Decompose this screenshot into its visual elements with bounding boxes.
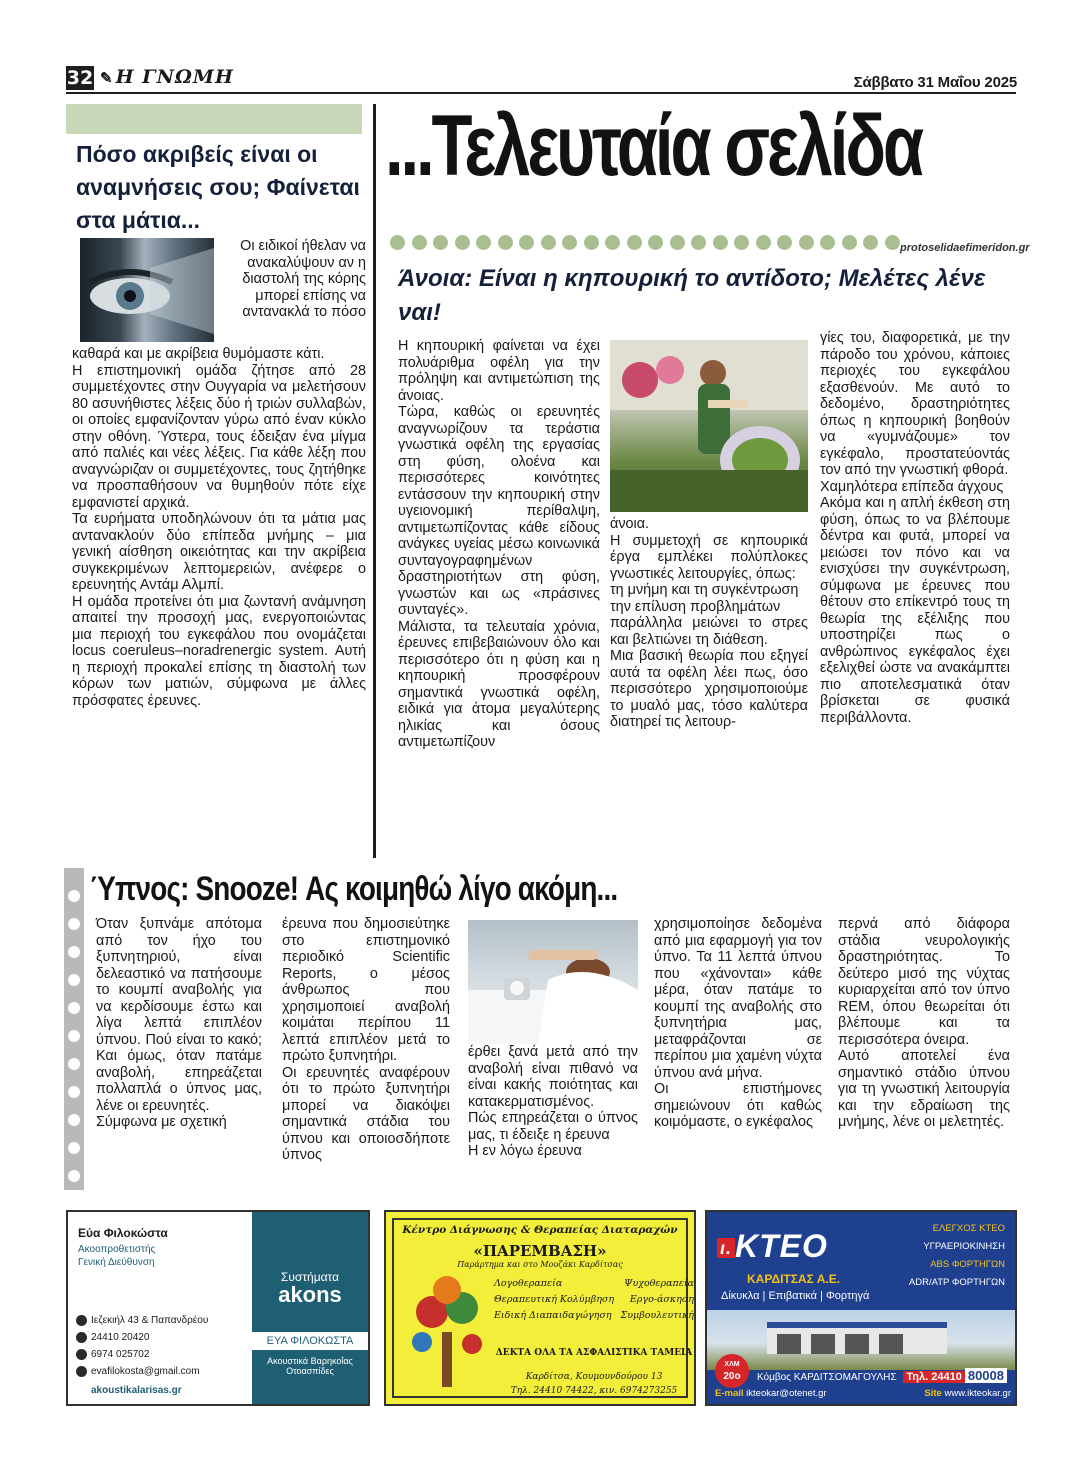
article3-col5: περνά από διάφορα στάδια νευρολογικής δραστηριότητας. Το δεύτερο μισό της νύχτας κυριαρχείται από τον ύπνο REM, όπου θεωρείται ότι βλέπουμε και τα περισσότερα όνειρα. Αυτό αποτελεί ένα σημαντικό στάδιο ύπνου για τη γνωστική λειτουργία και την εδραίωση της μνήμης, λένε οι μελετητές.: [838, 916, 1010, 1130]
ad1-web[interactable]: akoustikalarisas.gr: [91, 1385, 182, 1396]
ad2-address: Καρδίτσα, Κουμουνδούρου 13: [525, 1372, 663, 1382]
ad1-name: Εύα Φιλοκώστα: [78, 1226, 168, 1240]
ring-icon: [68, 1170, 80, 1182]
ad1-brand-sub1: Ακουστικά Βαρηκοΐας: [267, 1356, 353, 1366]
article2-col1: Η κηπουρική φαίνεται να έχει πολυάριθμα οφέλη για την πρόληψη και αντιμετώπιση της άνοιας. Τώρα, καθώς οι ερευνητές αναγνωρίζουν τα τεράστια γνωστικά οφέλη της εργασίας στη φύση, ολοένα και περισσότερες κοινότητες εντάσσουν την κηπουρική στην υγειονομική περίθαλψη, αντιμετωπίζοντας κάθε είδους ανάγκες υγείας μέσω κοινωνικά συνταγογραφημένων δραστηριοτήτων στη φύση, γνωστών και ως «πράσινες συνταγές». Μάλιστα, τα τελευταία χρόνια, έρευνες επιβεβαιώνουν όλο και περισσότερο ότι η φύση και η κηπουρική προσφέρουν σημαντικά γνωστικά οφέλη, ειδικά για άτομα μεγαλύτερης ηλικίας και όσους αντιμετωπίζουν: [398, 338, 600, 750]
ad3-r4: ADR/ATP ΦΟΡΤΗΓΩΝ: [908, 1277, 1005, 1288]
ad1-role1: Ακοοπροθετιστής: [78, 1244, 156, 1255]
ad3-km-badge: [715, 1354, 749, 1388]
ad2-s2: Ψυχοθεραπεία: [624, 1278, 694, 1289]
ad2-name: «ΠΑΡΕΜΒΑΣΗ»: [473, 1242, 607, 1260]
ad1-address: Ιεζεκιήλ 43 & Παπανδρέου: [91, 1315, 209, 1326]
article2-col2: άνοια. Η συμμετοχή σε κηπουρικά έργα εμπλέκει πολύπλοκες γνωστικές λειτουργίες, όπως: τη μνήμη και τη συγκέντρωση την επίλυση προβλημάτων παράλληλα μειώνει το στρες και βελτιώνει τη διάθεση. Μια βασική θεωρία που εξηγεί αυτά τα οφέλη λέει πως, όσο περισσότερο χρησιμοποιούμε το μυαλό μας, τόσο καλύτερα διατηρεί τις λειτουρ-: [610, 516, 808, 730]
sleeping-person-photo: [468, 920, 638, 1044]
article1-title: Πόσο ακριβείς είναι οι αναμνήσεις σου; Φαίνεται στα μάτια...: [76, 141, 360, 233]
location-icon: [76, 1315, 87, 1326]
ring-icon: [68, 1114, 80, 1126]
ad1-phone2[interactable]: 6974 025702: [91, 1349, 150, 1360]
article2-col3: γίες του, διαφορετικά, με την πάροδο του χρόνου, κάποιες περιοχές του εγκεφάλου εξασθενούν. Με αυτό το δεδομένο, δραστηριότητες όπως η κηπουρική βοηθούν να «γυμνάζουμε» τον εγκέφαλο, προστατεύοντάς τον από την γνωστική φθορά. Χαμηλότερα επίπεδα άγχους Ακόμα και η απλή έκθεση στη φύση, όπως το να βλέπουμε δέντρα και φυτά, μπορεί να μειώσει τον πόνο και να ενισχύσει την συγκέντρωση, σύμφωνα με έρευνες που θέτουν στο επίκεντρό τους τη θεωρία της εξέλιξης που υποστηρίζει πως ο ανθρώπινος εγκέφαλος έχει εξελιχθεί ώστε να ανακάμπτει πιο αποτελεσματικά όταν βρίσκεται σε φυσικά περιβάλλοντα.: [820, 330, 1010, 726]
ad1-phone1[interactable]: 24410 20420: [91, 1332, 150, 1343]
ring-icon: [68, 1002, 80, 1014]
source-site: protoselidaefimeridon.gr: [900, 242, 1030, 254]
kteo-building-photo: [707, 1310, 1015, 1370]
ad1-brand-name: ΕΥΑ ΦΙΛΟΚΩΣΤΑ: [252, 1332, 368, 1350]
ad2-s6: Συμβουλευτική: [620, 1310, 694, 1321]
ad2-branch: Παράρτημα και στο Μουζάκι Καρδίτσας: [457, 1260, 623, 1269]
ad3-tel-row: [903, 1368, 1007, 1383]
header-rule: [66, 92, 1016, 94]
column-divider: [373, 104, 376, 858]
ad2-line1: Κέντρο Διάγνωσης & Θεραπείας Διαταραχών: [402, 1224, 678, 1236]
ad3-email-label: E-mail: [715, 1388, 744, 1399]
ad2-funds: ΔΕΚΤΑ ΟΛΑ ΤΑ ΑΣΦΑΛΙΣΤΙΚΑ ΤΑΜΕΙΑ: [495, 1348, 693, 1358]
article3-col4: χρησιμοποίησε δεδομένα από μια εφαρμογή για τον ύπνο. Τα 11 λεπτά ύπνου που «χάνονται» κάθε μέρα, όταν πατάμε το κουμπί της αναβολής στο ξυπνητήρια μας, μεταφράζονται σε περίπου μια χαμένη νύχτα ύπνου ανά μήνα. Οι επιστήμονες σημειώνουν ότι καθώς κοιμόμαστε, ο εγκέφαλος: [654, 916, 822, 1130]
ad3-r2: ΥΓΡΑΕΡΙΟΚΙΝΗΣΗ: [923, 1241, 1005, 1252]
ad2-s1: Λογοθεραπεία: [494, 1278, 563, 1289]
ad1-address-row: [76, 1312, 208, 1329]
ad3-tel[interactable]: 80008: [965, 1368, 1007, 1383]
kteo-ad[interactable]: [705, 1210, 1017, 1406]
article1-body: καθαρά και με ακρίβεια θυμόμαστε κάτι. Η επιστημονική ομάδα ζήτησε από 28 συμμετέχοντες στην Ουγγαρία να μελετήσουν 80 ασυνήθιστες λέξεις δύο ή τριών συλλαβών, οι οποίες εμφανίζονταν γύρω από έναν κύκλο στην οθόνη. Ύστερα, τους έδειξαν ένα μίγμα από παλιές και νέες λέξεις. Για κάθε λέξη που αναγνώριζαν οι συμμετέχοντες, τους ζητήθηκε να προσπαθήσουν να θυμηθούν πότε είχε εμφανιστεί αρχικά. Τα ευρήματα υποδηλώνουν ότι τα μάτια μας αντανακλούν δύο επίπεδα μνήμης – μια γενική αίσθηση οικειότητας και την ακρίβεια συγκεκριμένων λεπτομερειών, ανέφερε ο ερευνητής Αντάμ Αλμπί. Η ομάδα προτείνει ότι μια ζωντανή ανάμνηση απαιτεί την προσοχή μας, ενεργοποιώντας μια περιοχή του εγκεφάλου που ονομάζεται locus coeruleus–noradrenergic system. Αυτή η περιοχή προκαλεί επίσης τη διαστολή των κόρων των ματιών, σύμφωνα με άλλες πρόσφατες έρευνες.: [72, 346, 366, 709]
ring-icon: [68, 1086, 80, 1098]
hearing-aid-ad[interactable]: [66, 1210, 370, 1406]
ad3-location: Κόμβος ΚΑΡΔΙΤΣΟΜΑΓΟΥΛΗΣ: [757, 1372, 897, 1383]
ad1-brand-panel: [252, 1212, 368, 1404]
article1-intro: Οι ειδικοί ήθελαν να ανακαλύψουν αν η διαστολή της κόρης μπορεί επίσης να αντανακλά το πόσο: [240, 238, 366, 320]
ad3-email[interactable]: ikteokar@otenet.gr: [746, 1388, 827, 1399]
ring-icon: [68, 890, 80, 902]
gardening-photo: [610, 340, 808, 512]
ring-icon: [68, 974, 80, 986]
page-number: 32: [66, 67, 94, 89]
article2-title: Άνοια: Είναι η κηπουρική το αντίδοτο; Μελέτες λένε ναι!: [398, 265, 986, 326]
ad3-city-suffix: Α.Ε.: [816, 1272, 841, 1286]
ring-icon: [68, 1058, 80, 1070]
ad1-brand-sub2: Οτοασπίδες: [286, 1366, 334, 1376]
ad2-s4: Εργο-άσκηση: [629, 1294, 694, 1305]
ad3-km-label: ΧΛΜ: [724, 1361, 740, 1368]
therapy-center-ad[interactable]: [384, 1210, 696, 1406]
ad2-s3: Θεραπευτική Κολύμβηση: [494, 1294, 615, 1305]
eye-photo: [80, 238, 214, 342]
email-icon: [76, 1366, 87, 1377]
ad3-city: ΚΑΡΔΙΤΣΑΣ: [747, 1272, 814, 1286]
ring-icon: [68, 1030, 80, 1042]
masthead-title: Η ΓΝΩΜΗ: [115, 66, 234, 88]
issue-date: Σάββατο 31 Μαΐου 2025: [853, 74, 1017, 91]
ad3-r1: ΕΛΕΓΧΟΣ ΚΤΕΟ: [932, 1223, 1005, 1234]
tree-logo-icon: [402, 1272, 492, 1392]
ad3-site-label: Site: [924, 1388, 942, 1399]
ad1-brand-top: Συστήματα: [280, 1270, 340, 1284]
ad1-phone1-row: [76, 1329, 208, 1346]
section-title: ...Τελευταία σελίδα: [385, 98, 922, 194]
ad1-phone2-row: [76, 1346, 208, 1363]
article3-col2: έρευνα που δημοσιεύτηκε στο επιστημονικό περιοδικό Scientific Reports, ο μέσος άνθρωπος που χρησιμοποιεί αναβολή κοιμάται περίπου 11 λεπτά επιπλέον μετά το πρώτο ξυπνητήρι. Οι ερευνητές αναφέρουν ότι το πρώτο ξυπνητήρι μπορεί να διακόψει σημαντικά στάδια του ύπνου και οποιοσδήποτε ύπνος: [282, 916, 450, 1163]
ad1-brand: akons: [278, 1282, 342, 1307]
ad1-email[interactable]: evafilokosta@gmail.com: [91, 1366, 200, 1377]
ad1-role2: Γενική Διεύθυνση: [78, 1257, 155, 1268]
ad3-city-row: [747, 1272, 840, 1286]
ad3-logo-text: ΚΤΕΟ: [735, 1228, 828, 1264]
ad3-km: 20ο: [723, 1371, 741, 1382]
masthead: [100, 66, 234, 88]
ad3-logo: [717, 1228, 828, 1265]
ad2-s5: Ειδική Διαπαιδαγώγηση: [494, 1310, 612, 1321]
article3-col1: Όταν ξυπνάμε απότομα από τον ήχο του ξυπνητηριού, είναι δελεαστικό να πατήσουμε το κουμπί αναβολής για να κερδίσουμε έστω και λίγα λεπτά επιπλέον ύπνου. Πού είναι το κακό; Και όμως, όταν πατάμε αναβολή, επηρεάζεται πολλαπλά ο ύπνος μας, λένε οι ερευνητές. Σύμφωνα με σχετική: [96, 916, 262, 1130]
quill-icon: ✎: [100, 69, 114, 87]
ring-icon: [68, 1142, 80, 1154]
section-accent-bar: [66, 104, 362, 134]
article3-col3: έρθει ξανά μετά από την αναβολή είναι πιθανό να είναι κακής ποιότητας και κατακερματισμένος. Πώς επηρεάζεται ο ύπνος μας, τι έδειξε η έρευνα Η εν λόγω έρευνα: [468, 1044, 638, 1159]
ad3-types: Δίκυκλα | Επιβατικά | Φορτηγά: [721, 1290, 870, 1302]
mobile-icon: [76, 1349, 87, 1360]
ad3-logo-prefix: ι.: [717, 1238, 735, 1258]
ad3-site[interactable]: www.ikteokar.gr: [944, 1388, 1011, 1399]
ring-icon: [68, 918, 80, 930]
ad3-contact-row: [715, 1388, 1011, 1399]
ad2-phones[interactable]: Τηλ. 24410 74422, κιν. 6974273255: [510, 1386, 678, 1396]
ad1-email-row: [76, 1363, 208, 1380]
phone-icon: [76, 1332, 87, 1343]
ad3-tel-label: Τηλ. 24410: [903, 1371, 964, 1383]
ring-icon: [68, 946, 80, 958]
article3-title: Ύπνος: Snooze! Ας κοιμηθώ λίγο ακόμη...: [90, 870, 618, 908]
dot-divider: [390, 232, 902, 252]
ad3-r3: ABS ΦΟΡΤΗΓΩΝ: [930, 1259, 1005, 1270]
